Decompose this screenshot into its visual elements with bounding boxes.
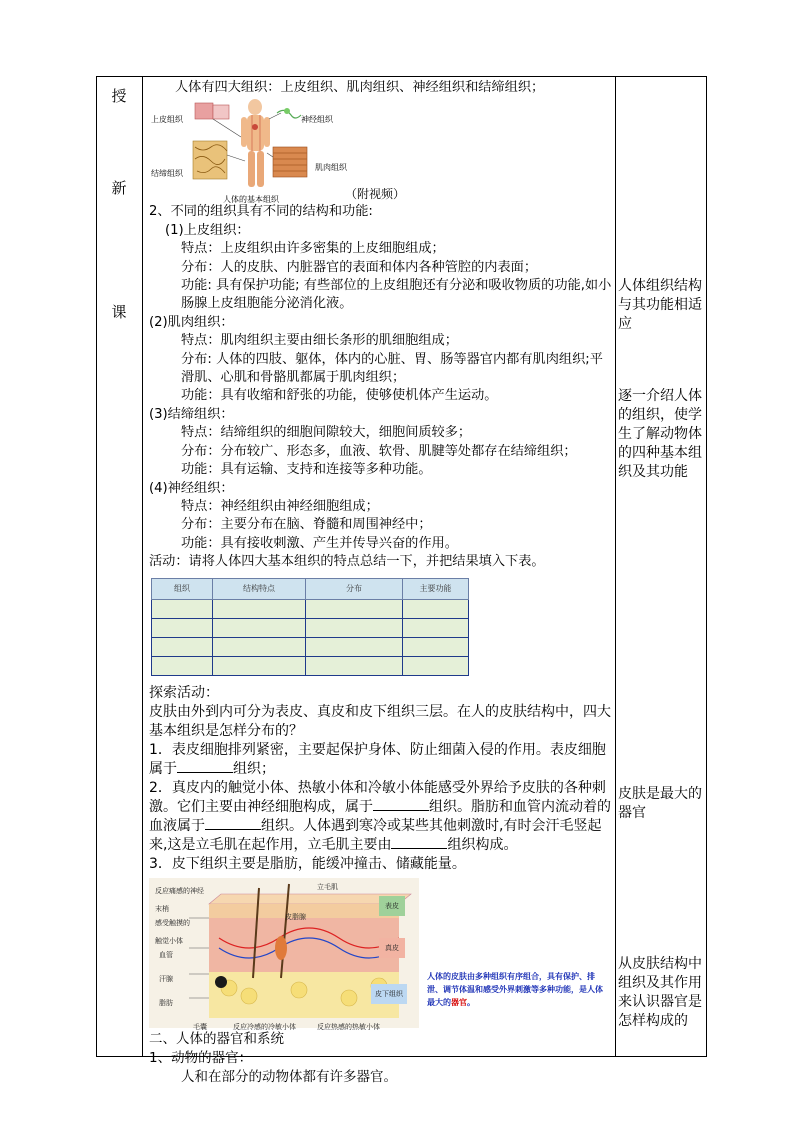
fig2-label-heat: 反应热感的热敏小体	[317, 1022, 380, 1031]
fig2-tag-epidermis: 表皮	[379, 896, 405, 916]
mus-title: (2)肌肉组织：	[149, 314, 234, 330]
con-func: 功能：具有运输、支持和连接等多种功能。	[181, 462, 432, 478]
explore-q1	[149, 741, 615, 779]
activity-table	[151, 578, 469, 676]
column-divider-right	[615, 77, 616, 1056]
fig2-label-touch: 感受触摸的触觉小体	[155, 918, 190, 946]
mus-func: 功能：具有收缩和舒张的功能，使够使机体产生运动。	[181, 388, 498, 404]
fig2-tag-subcutis: 皮下组织	[371, 984, 407, 1004]
skin-note	[427, 970, 603, 1009]
table-cell[interactable]	[213, 637, 306, 656]
fig1-epithelial-label: 上皮组织	[151, 115, 183, 125]
fig1-muscle-label: 肌肉组织	[315, 163, 347, 173]
heading-2: 2、不同的组织具有不同的结构和功能:	[149, 204, 373, 220]
fig2-label-arrector: 立毛肌	[317, 882, 338, 891]
table-cell[interactable]	[152, 656, 213, 675]
intro-text: 人体有四大组织：上皮组织、肌肉组织、神经组织和结缔组织；	[175, 80, 545, 95]
ner-feature: 特点：神经组织由神经细胞组成；	[181, 498, 379, 514]
table-cell[interactable]	[403, 618, 469, 637]
table-cell[interactable]	[403, 599, 469, 618]
main-content	[149, 77, 615, 1085]
activity-text: 活动：请将人体四大基本组织的特点总结一下，并把结果填入下表。	[149, 554, 545, 570]
fig1-connective-label: 结缔组织	[151, 169, 183, 179]
table-header-tissue: 组织	[152, 578, 213, 599]
epi-title: (1)上皮组织：	[165, 222, 250, 238]
lesson-table	[96, 76, 707, 1085]
table-cell[interactable]	[306, 656, 403, 675]
table-cell[interactable]	[213, 656, 306, 675]
table-cell[interactable]	[306, 618, 403, 637]
table-cell[interactable]	[403, 656, 469, 675]
q1-blank[interactable]	[177, 760, 233, 773]
fig2-label-sweat: 汗腺	[159, 974, 173, 983]
mus-feature: 特点：肌肉组织主要由细长条形的肌细胞组成；	[181, 333, 458, 349]
explore-q3: 3．皮下组织主要是脂肪，能缓冲撞击、储藏能量。	[149, 855, 466, 872]
fig2-label-cold: 反应冷感的冷敏小体	[233, 1022, 296, 1031]
table-cell[interactable]	[403, 637, 469, 656]
side-note-4: 从皮肤结构中组织及其作用来认识器官是怎样构成的	[618, 956, 702, 1029]
con-feature: 特点：结缔组织的细胞间隙较大，细胞间质较多；	[181, 425, 472, 441]
table-header-distribution: 分布	[306, 578, 403, 599]
label-xin: 新	[111, 179, 127, 197]
fig2-label-vessel: 血管	[159, 950, 173, 959]
section-2-title: 二、人体的器官和系统	[149, 1030, 284, 1047]
q2-blank-3[interactable]	[391, 836, 447, 849]
table-cell[interactable]	[152, 637, 213, 656]
label-ke: 课	[111, 303, 127, 321]
video-note: （附视频）	[345, 187, 406, 202]
table-cell[interactable]	[213, 618, 306, 637]
fig2-label-pain-nerve: 反应痛感的神经末梢	[155, 886, 204, 914]
explore-title: 探索活动：	[149, 684, 219, 701]
label-shou: 授	[111, 87, 127, 105]
table-row	[152, 599, 469, 618]
skin-note-text: 人体的皮肤由多种组织有序组合，具有保护、排泄、调节体温和感受外界刺激等多种功能，是人体	[427, 971, 603, 994]
mus-dist: 分布: 人体的四肢、躯体，体内的心脏、胃、肠等器官内都有肌肉组织;平滑肌、心肌和骨骼肌都属于肌肉组织；	[181, 351, 603, 386]
skin-note-period: 。	[467, 997, 475, 1007]
ner-title: (4)神经组织：	[149, 480, 234, 496]
skin-note-organ: 器官	[451, 997, 467, 1007]
con-title: (3)结缔组织：	[149, 406, 234, 422]
skin-structure-figure	[149, 878, 603, 1031]
fig2-label-follicle: 毛囊	[193, 1022, 207, 1031]
q2-text-c: 组织。人体遇到寒冷或某些其他刺激时,有时会汗毛竖起来,这是立毛肌在起作用，立毛肌主要由	[149, 817, 602, 853]
fig2-label-fat: 脂肪	[159, 998, 173, 1007]
explore-section	[149, 684, 615, 874]
table-cell[interactable]	[306, 599, 403, 618]
table-row	[152, 656, 469, 675]
side-note-2: 逐一介绍人体的组织，使学生了解动物体的四种基本组织及其功能	[618, 388, 702, 480]
explore-q2	[149, 779, 615, 855]
q1-text-b: 组织；	[233, 760, 275, 777]
q2-blank-2[interactable]	[205, 817, 261, 830]
fig2-label-sebaceous: 皮脂腺	[285, 912, 306, 921]
table-cell[interactable]	[306, 637, 403, 656]
q2-text-b: 组织。脂肪和血管内流动着的血液属于	[149, 798, 611, 834]
q2-text-a: 2．真皮内的触觉小体、热敏小体和冷敏小体能感受外界给予皮肤的各种刺激。它们主要由神经细胞构成，属于	[149, 779, 606, 815]
skin-note-largest: 最大的	[427, 997, 451, 1007]
fig1-caption: 人体的基本组织	[223, 195, 279, 205]
table-cell[interactable]	[213, 599, 306, 618]
ner-dist: 分布：主要分布在脑、脊髓和周围神经中；	[181, 517, 432, 533]
side-note-3: 皮肤是最大的器官	[618, 786, 702, 821]
table-header-structure: 结构特点	[213, 578, 306, 599]
table-row	[152, 618, 469, 637]
organ-text: 人和在部分的动物体都有许多器官。	[181, 1068, 397, 1085]
section-organs	[149, 1030, 615, 1087]
side-note-1: 人体组织结构与其功能相适应	[618, 278, 702, 332]
epi-func: 功能: 具有保护功能; 有些部位的上皮组胞还有分泌和吸收物质的功能,如小肠腺上皮组胞能分泌消化液。	[181, 278, 612, 312]
table-cell[interactable]	[152, 599, 213, 618]
organ-title: 1、动物的器官：	[149, 1049, 253, 1066]
epi-feature: 特点：上皮组织由许多密集的上皮细胞组成；	[181, 241, 445, 257]
table-cell[interactable]	[152, 618, 213, 637]
column-divider-left	[142, 77, 143, 1056]
basic-tissues-figure	[149, 97, 406, 205]
q2-text-d: 组织构成。	[447, 836, 518, 853]
q1-text-a: 1．表皮细胞排列紧密，主要起保护身体、防止细菌入侵的作用。表皮细胞属于	[149, 741, 606, 777]
explore-intro: 皮肤由外到内可分为表皮、真皮和皮下组织三层。在人的皮肤结构中，四大基本组织是怎样分布的？	[149, 703, 611, 739]
table-row	[152, 637, 469, 656]
fig1-nerve-label: 神经组织	[301, 115, 333, 125]
table-header-function: 主要功能	[403, 578, 469, 599]
ner-func: 功能：具有接收刺激、产生并传导兴奋的作用。	[181, 535, 458, 551]
q2-blank-1[interactable]	[373, 798, 429, 811]
fig2-tag-dermis: 真皮	[379, 938, 405, 958]
epi-dist: 分布：人的皮肤、内脏器官的表面和体内各种管腔的内表面；	[181, 259, 538, 275]
con-dist: 分布：分布较广、形态多，血液、软骨、肌腱等处都存在结缔组织；	[181, 443, 577, 459]
